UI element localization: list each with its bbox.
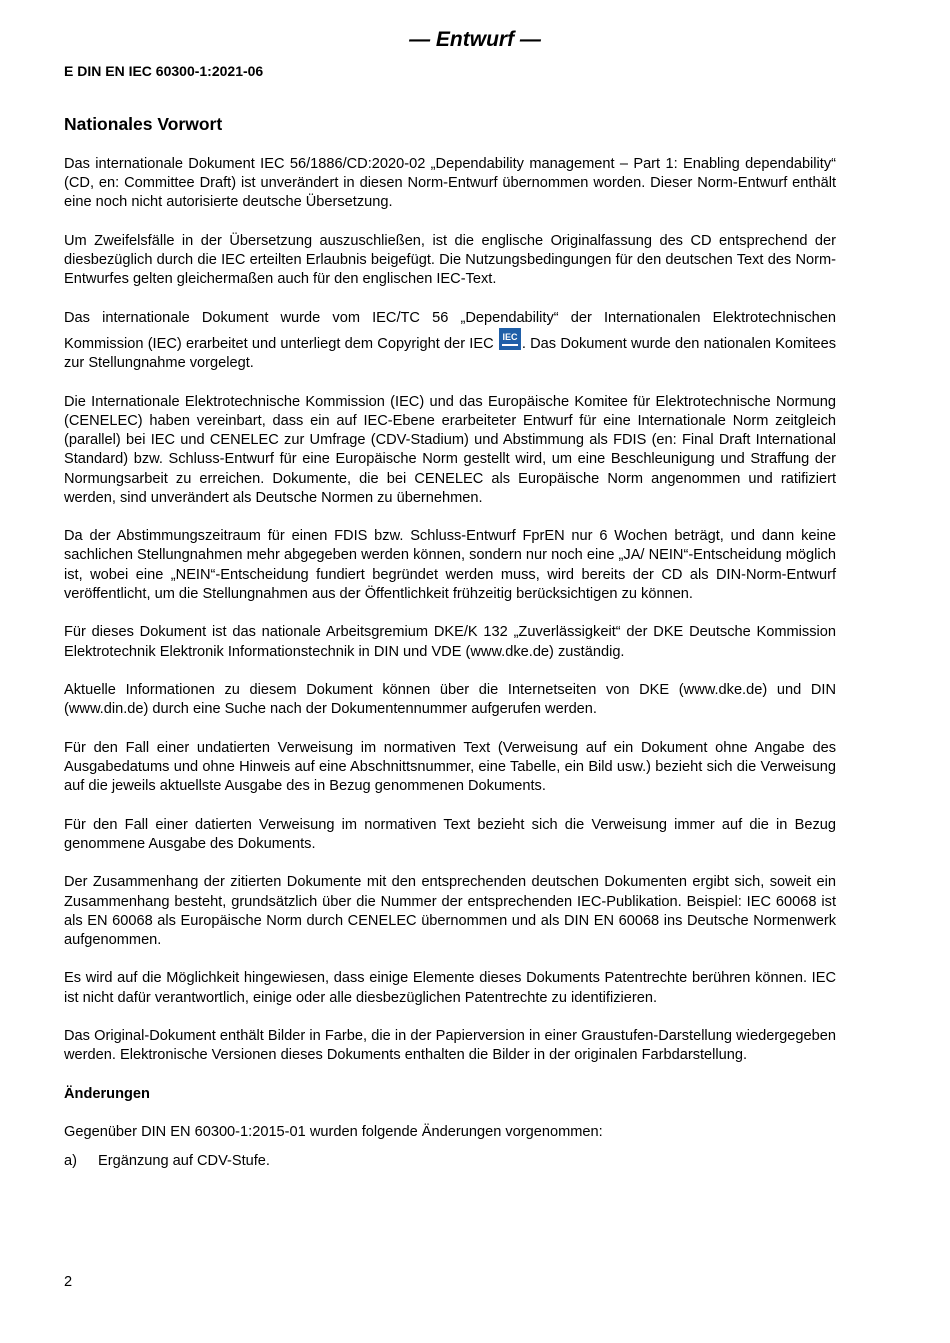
iec-logo-icon	[499, 328, 521, 350]
copyright-text-after: . Das Dokument wurde den nationalen Komitees zur Stellungnahme vorgelegt.	[64, 336, 837, 372]
section-title: Nationales Vorwort	[64, 114, 223, 134]
list-marker: a)	[64, 1152, 77, 1169]
draft-label: — Entwurf —	[409, 28, 541, 51]
changes-intro: Gegenüber DIN EN 60300-1:2015-01 wurden folgende Änderungen vorgenommen:	[64, 1124, 603, 1141]
paragraph-10: Es wird auf die Möglichkeit hingewiesen, dass einige Elemente dieses Dokuments Patentrechte berühren können. IEC ist nicht dafür verantwortlich, einige oder alle diesbezüglichen Patentrechte zu identifizieren.	[64, 970, 836, 1006]
paragraph-2: Um Zweifelsfälle in der Übersetzung auszuschließen, ist die englische Originalfassung des CD entsprechend der diesbezüglich durch die IEC erteilten Erlaubnis beigefügt. Die Nutzungsbedingungen für den deutschen Text des Norm-Entwurfes gelten gleichermaßen auch für den englischen IEC-Text.	[64, 232, 836, 288]
copyright-paragraph	[64, 309, 836, 374]
paragraph-4: Da der Abstimmungszeitraum für einen FDIS bzw. Schluss-Entwurf FprEN nur 6 Wochen beträgt, und dann keine sachlichen Stellungnahmen mehr abgegeben werden können, sondern nur noch eine „JA/ NEIN“-Entscheidung möglich ist, wobei eine „NEIN“-Entscheidung fundiert begründet werden muss, wird bereits der CD als DIN-Norm-Entwurf veröffentlicht, um die Stellungnahmen aus der Öffentlichkeit frühzeitig berücksichtigen zu können.	[64, 528, 836, 602]
paragraph-6: Aktuelle Informationen zu diesem Dokument können über die Internetseiten von DKE (www.dke.de) und DIN (www.din.de) durch eine Suche nach der Dokumentennummer aufgerufen werden.	[64, 682, 836, 718]
document-number: E DIN EN IEC 60300-1:2021-06	[64, 63, 264, 79]
changes-heading: Änderungen	[64, 1085, 150, 1102]
paragraph-3: Die Internationale Elektrotechnische Kommission (IEC) und das Europäische Komitee für Elektrotechnische Normung (CENELEC) haben vereinbart, dass ein auf IEC-Ebene erarbeiteter Entwurf für eine Internationale Norm zeitgleich (parallel) bei IEC und CENELEC zur Umfrage (CDV-Stadium) und Abstimmung als FDIS (en: Final Draft International Standard) bzw. Schluss-Entwurf für eine Europäische Norm gestellt wird, um eine Beschleunigung und Straffung der Normungsarbeit zu erreichen. Dokumente, die bei CENELEC als Europäische Norm angenommen und ratifiziert werden, sind unverändert als Deutsche Normen zu übernehmen.	[64, 393, 836, 506]
paragraph-11: Das Original-Dokument enthält Bilder in Farbe, die in der Papierversion in einer Graustufen-Darstellung wiedergegeben werden. Elektronische Versionen dieses Dokuments enthalten die Bilder in der originalen Farbdarstellung.	[64, 1028, 836, 1064]
paragraph-7: Für den Fall einer undatierten Verweisung im normativen Text (Verweisung auf ein Dokument ohne Angabe des Ausgabedatums und ohne Hinweis auf eine Abschnittsnummer, eine Tabelle, ein Bild usw.) bezieht sich die Verweisung auf die jeweils aktuellste Ausgabe des in Bezug genommenen Dokuments.	[64, 739, 836, 795]
copyright-text-before: Das internationale Dokument wurde vom IEC/TC 56 „Dependability“ der Internationalen Elektrotechnischen Kommission (IEC) erarbeitet und unterliegt dem Copyright der IEC	[64, 309, 836, 353]
paragraph-8: Für den Fall einer datierten Verweisung im normativen Text bezieht sich die Verweisung immer auf die in Bezug genommene Ausgabe des Dokuments.	[64, 816, 836, 852]
paragraph-9: Der Zusammenhang der zitierten Dokumente mit den entsprechenden deutschen Dokumenten ergibt sich, soweit ein Zusammenhang besteht, grundsätzlich über die Nummer der entsprechenden IEC-Publikation. Beispiel: IEC 60068 ist als EN 60068 als Europäische Norm durch CENELEC übernommen und als DIN EN 60068 ins Deutsche Normenwerk aufgenommen.	[64, 874, 836, 948]
page-number: 2	[64, 1274, 73, 1290]
list-item	[64, 1152, 836, 1171]
list-item-text: Ergänzung auf CDV-Stufe.	[98, 1152, 270, 1169]
paragraph-5: Für dieses Dokument ist das nationale Arbeitsgremium DKE/K 132 „Zuverlässigkeit“ der DKE Deutsche Kommission Elektrotechnik Elektronik Informationstechnik in DIN und VDE (www.dke.de) zuständig.	[64, 624, 836, 660]
main-content	[64, 113, 836, 1171]
paragraph-1: Das internationale Dokument IEC 56/1886/CD:2020-02 „Dependability management – Part 1: Enabling dependability“ (CD, en: Committee Draft) ist unverändert in diesen Norm-Entwurf übernommen worden. Dieser Norm-Entwurf enthält eine noch nicht autorisierte deutsche Übersetzung.	[64, 156, 836, 211]
svg-text:IEC: IEC	[502, 332, 518, 343]
